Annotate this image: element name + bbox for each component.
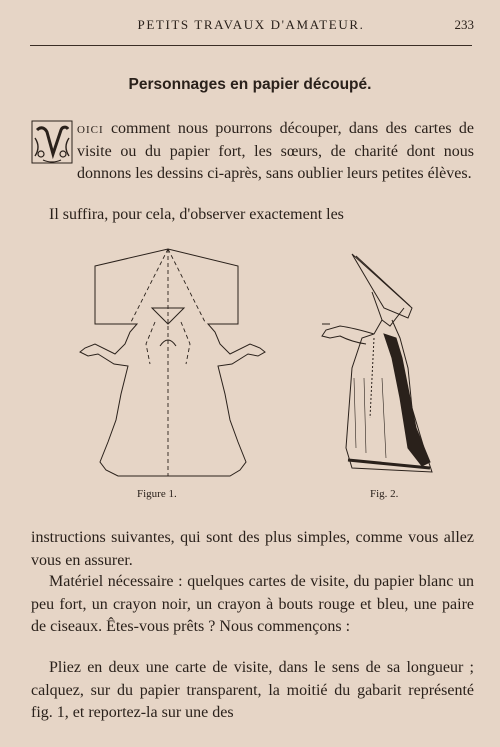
figure-2-nun [312,248,442,478]
paragraph-intro [31,118,474,186]
intro-smallcaps: oici [77,120,104,137]
intro-text: comment nous pourrons découper, dans des cartes de visite ou du papier fort, les sœurs, de charité dont nous donnons les dessins ci-après, sans oublier leurs petites élèves. [77,120,474,182]
header-rule [30,45,472,46]
figure-1-caption: Figure 1. [137,488,177,500]
drop-cap-ornament [31,120,73,164]
paragraph-instructions-continued: instructions suivantes, qui sont des plus simples, comme vous allez vous en assurer. [31,529,474,569]
paragraph-folding: Pliez en deux une carte de visite, dans le sens de sa longueur ; calquez, sur du papier transparent, la moitié du gabarit représenté fig. 1, et reportez-la sur une des [31,659,474,721]
page-number: 233 [454,17,474,32]
running-title: PETITS TRAVAUX D'AMATEUR. [137,17,365,32]
running-head [28,15,474,35]
section-title: Personnages en papier découpé. [128,76,372,93]
paragraph-materials: Matériel nécessaire : quelques cartes de visite, du papier blanc un peu fort, un crayon noir, un crayon à bouts rouge et bleu, une paire de ciseaux. Êtes-vous prêts ? Nous commençons : [31,573,474,635]
figure-1-pattern [60,244,275,486]
paragraph-instructions-start: Il suffira, pour cela, d'observer exactement les [49,206,344,223]
figure-2-caption: Fig. 2. [370,488,399,500]
